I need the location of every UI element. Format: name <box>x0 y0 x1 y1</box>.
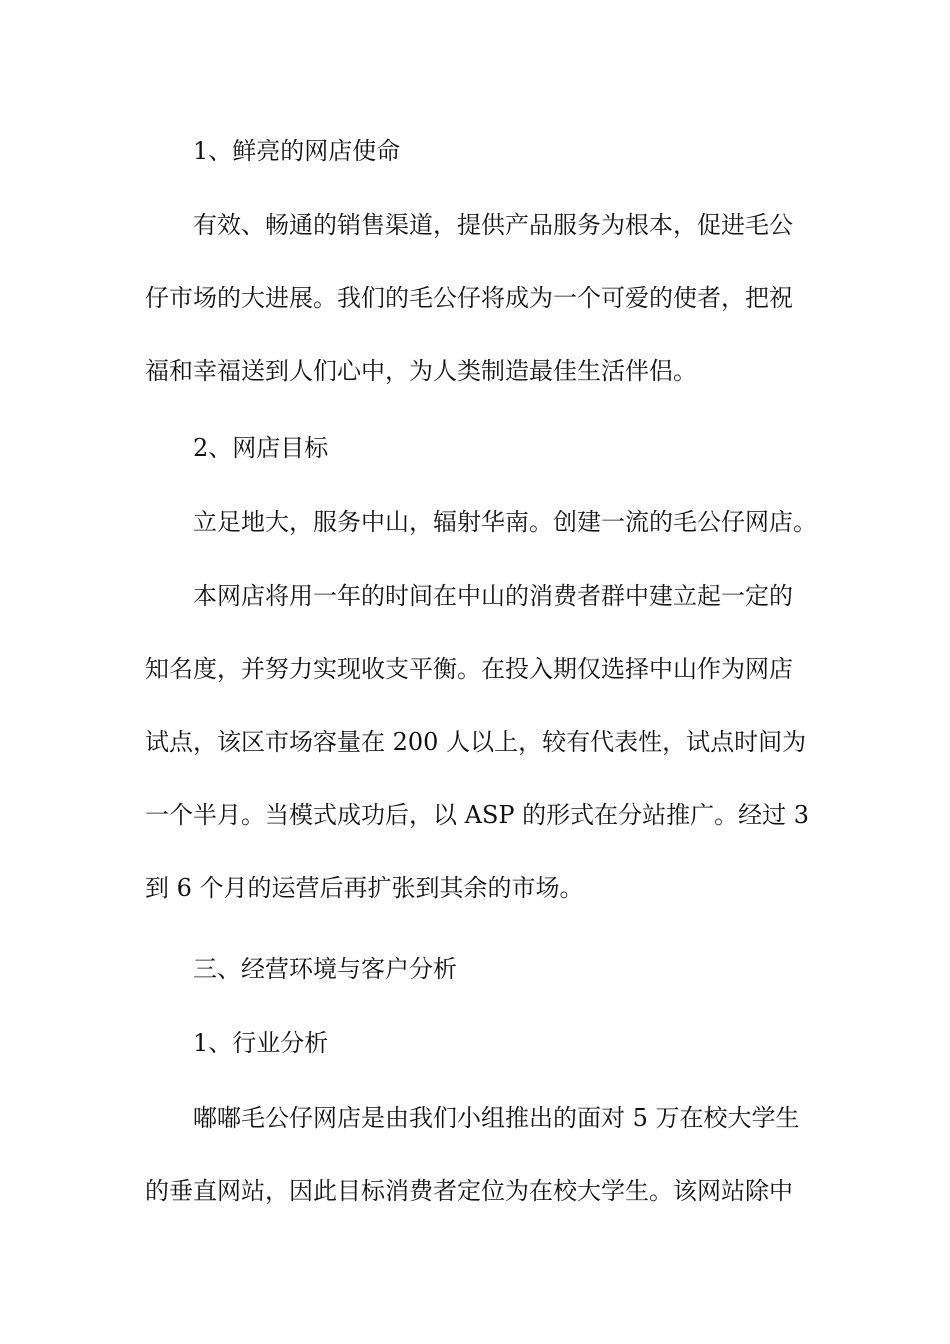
paragraph-industry <box>145 1082 810 1228</box>
heading-industry-analysis <box>145 1007 810 1080</box>
paragraph-plan <box>145 560 810 925</box>
text-line: 立足地大，服务中山，辐射华南。创建一流的毛公仔网店。 <box>193 508 817 536</box>
text-line: 嘟嘟毛公仔网店是由我们小组推出的面对 5 万在校大学生 <box>193 1104 800 1132</box>
paragraph-goal <box>145 486 817 559</box>
text-line: 知名度，并努力实现收支平衡。在投入期仅选择中山作为网店 <box>145 655 793 683</box>
paragraph-mission <box>145 189 810 408</box>
heading-section-three <box>145 933 810 1006</box>
text-line: 仔市场的大进展。我们的毛公仔将成为一个可爱的使者，把祝 <box>145 284 793 312</box>
heading-mission <box>145 115 810 188</box>
text-line: 1、行业分析 <box>193 1029 329 1057</box>
text-line: 1、鲜亮的网店使命 <box>193 137 401 165</box>
text-line: 一个半月。当模式成功后，以 ASP 的形式在分站推广。经过 3 <box>145 801 810 829</box>
text-line: 的垂直网站，因此目标消费者定位为在校大学生。该网站除中 <box>145 1177 793 1205</box>
text-line: 2、网店目标 <box>193 434 329 462</box>
text-line: 试点，该区市场容量在 200 人以上，较有代表性，试点时间为 <box>145 728 807 756</box>
text-line: 本网店将用一年的时间在中山的消费者群中建立起一定的 <box>193 582 793 610</box>
text-line: 三、经营环境与客户分析 <box>193 955 457 983</box>
text-line: 到 6 个月的运营后再扩张到其余的市场。 <box>145 874 584 902</box>
text-line: 福和幸福送到人们心中，为人类制造最佳生活伴侣。 <box>145 357 697 385</box>
heading-goal <box>145 412 810 485</box>
text-line: 有效、畅通的销售渠道，提供产品服务为根本，促进毛公 <box>193 211 793 239</box>
